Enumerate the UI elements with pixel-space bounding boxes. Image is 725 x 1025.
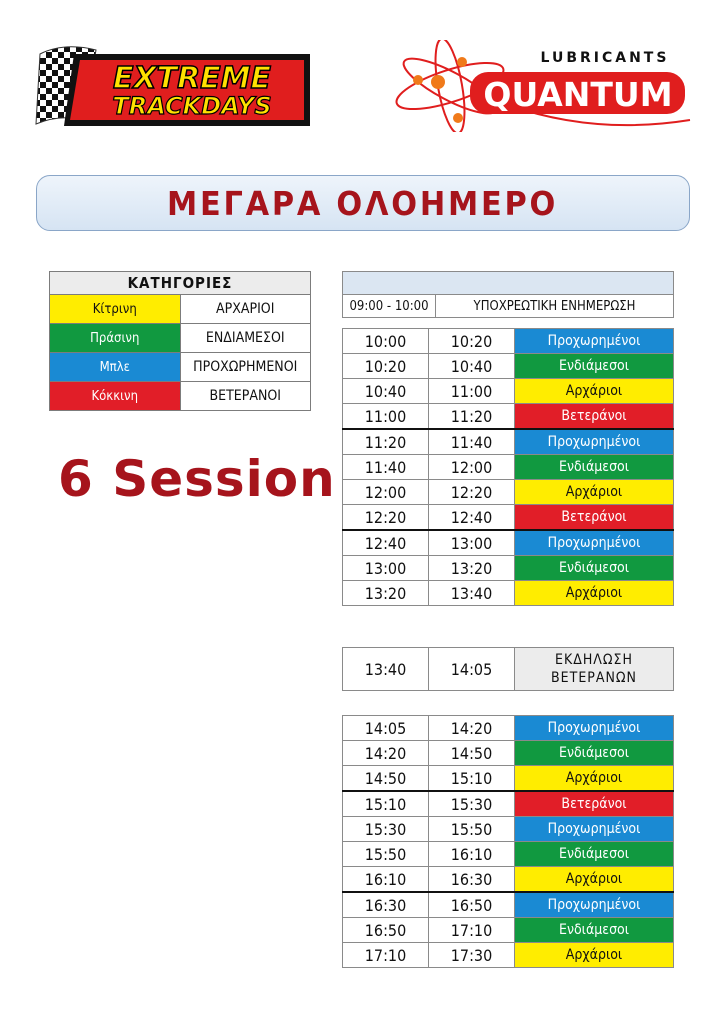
session-start-time: 15:10 (343, 791, 429, 817)
quantum-wordmark: QUANTUM (483, 75, 673, 114)
session-end-time: 15:50 (429, 817, 515, 842)
category-row (50, 353, 311, 382)
session-group: Αρχάριοι (515, 379, 674, 404)
session-start-time: 12:00 (343, 480, 429, 505)
session-group: Ενδιάμεσοι (515, 556, 674, 581)
session-group: Ενδιάμεσοι (515, 741, 674, 766)
session-group: Αρχάριοι (515, 766, 674, 792)
event-label (515, 648, 674, 691)
session-group: Βετεράνοι (515, 505, 674, 531)
veterans-event-table (342, 647, 674, 691)
schedule-row (343, 817, 674, 842)
session-group: Αρχάριοι (515, 867, 674, 893)
schedule-row (343, 791, 674, 817)
session-group: Αρχάριοι (515, 943, 674, 968)
session-group: Προχωρημένοι (515, 892, 674, 918)
session-end-time: 16:50 (429, 892, 515, 918)
session-group: Προχωρημένοι (515, 530, 674, 556)
session-start-time: 10:40 (343, 379, 429, 404)
schedule-row (343, 379, 674, 404)
event-start: 13:40 (343, 648, 429, 691)
session-end-time: 11:00 (429, 379, 515, 404)
schedule-row (343, 329, 674, 354)
schedule-row (343, 766, 674, 792)
session-end-time: 10:20 (429, 329, 515, 354)
schedule-row (343, 455, 674, 480)
sessions-count: 6 Session (58, 450, 336, 508)
session-start-time: 14:20 (343, 741, 429, 766)
session-group: Ενδιάμεσοι (515, 842, 674, 867)
session-start-time: 16:10 (343, 867, 429, 893)
trackdays-wordmark: TRACKDAYS (112, 92, 272, 120)
briefing-time: 09:00 - 10:00 (343, 295, 436, 318)
session-end-time: 11:40 (429, 429, 515, 455)
session-start-time: 11:40 (343, 455, 429, 480)
quantum-lubricants-logo (390, 40, 695, 132)
schedule-row (343, 842, 674, 867)
session-end-time: 13:00 (429, 530, 515, 556)
session-start-time: 10:00 (343, 329, 429, 354)
category-color-name: Κόκκινη (50, 382, 181, 411)
schedule-row (343, 581, 674, 606)
category-level: ΑΡΧΑΡΙΟΙ (180, 295, 311, 324)
category-level: ΕΝΔΙΑΜΕΣΟΙ (180, 324, 311, 353)
session-group: Αρχάριοι (515, 581, 674, 606)
category-level: ΠΡΟΧΩΡΗΜΕΝΟΙ (180, 353, 311, 382)
session-end-time: 11:20 (429, 404, 515, 430)
schedule-row (343, 943, 674, 968)
session-group: Προχωρημένοι (515, 716, 674, 741)
schedule-row (343, 480, 674, 505)
schedule-row (343, 354, 674, 379)
session-start-time: 12:20 (343, 505, 429, 531)
session-group: Προχωρημένοι (515, 329, 674, 354)
session-start-time: 10:20 (343, 354, 429, 379)
event-end: 14:05 (429, 648, 515, 691)
session-start-time: 15:30 (343, 817, 429, 842)
schedule-row (343, 429, 674, 455)
briefing-table (342, 271, 674, 318)
categories-legend (49, 271, 311, 411)
category-color-name: Μπλε (50, 353, 181, 382)
session-end-time: 10:40 (429, 354, 515, 379)
session-start-time: 15:50 (343, 842, 429, 867)
session-group: Αρχάριοι (515, 480, 674, 505)
session-end-time: 17:10 (429, 918, 515, 943)
event-label-line1: ΕΚΔΗΛΩΣΗ (555, 652, 633, 668)
session-group: Βετεράνοι (515, 404, 674, 430)
session-group: Βετεράνοι (515, 791, 674, 817)
schedule-row (343, 716, 674, 741)
session-group: Προχωρημένοι (515, 817, 674, 842)
session-end-time: 14:50 (429, 741, 515, 766)
session-group: Προχωρημένοι (515, 429, 674, 455)
schedule-row (343, 404, 674, 430)
schedule-row (343, 892, 674, 918)
session-end-time: 16:30 (429, 867, 515, 893)
category-color-name: Κίτρινη (50, 295, 181, 324)
session-end-time: 13:40 (429, 581, 515, 606)
briefing-label: ΥΠΟΧΡΕΩΤΙΚΗ ΕΝΗΜΕΡΩΣΗ (436, 295, 674, 318)
schedule-row (343, 530, 674, 556)
schedule-row (343, 867, 674, 893)
session-end-time: 12:20 (429, 480, 515, 505)
session-end-time: 16:10 (429, 842, 515, 867)
session-end-time: 15:10 (429, 766, 515, 792)
categories-header: ΚΑΤΗΓΟΡΙΕΣ (50, 272, 311, 295)
session-end-time: 13:20 (429, 556, 515, 581)
session-start-time: 16:50 (343, 918, 429, 943)
session-start-time: 14:50 (343, 766, 429, 792)
briefing-header-strip (343, 272, 674, 295)
schedule-row (343, 556, 674, 581)
category-row (50, 382, 311, 411)
session-start-time: 11:20 (343, 429, 429, 455)
session-end-time: 12:00 (429, 455, 515, 480)
title-banner (36, 175, 690, 231)
lubricants-tag: LUBRICANTS (540, 50, 670, 66)
session-end-time: 14:20 (429, 716, 515, 741)
category-row (50, 324, 311, 353)
session-start-time: 16:30 (343, 892, 429, 918)
session-group: Ενδιάμεσοι (515, 455, 674, 480)
extreme-wordmark: EXTREME (112, 61, 272, 96)
event-label-line2: ΒΕΤΕΡΑΝΩΝ (551, 670, 637, 686)
extreme-trackdays-logo (34, 40, 314, 132)
session-start-time: 13:20 (343, 581, 429, 606)
session-start-time: 17:10 (343, 943, 429, 968)
category-level: ΒΕΤΕΡΑΝΟΙ (180, 382, 311, 411)
schedule-afternoon (342, 715, 674, 968)
schedule-row (343, 505, 674, 531)
session-start-time: 14:05 (343, 716, 429, 741)
schedule-row (343, 918, 674, 943)
category-color-name: Πράσινη (50, 324, 181, 353)
session-start-time: 12:40 (343, 530, 429, 556)
session-end-time: 15:30 (429, 791, 515, 817)
session-group: Ενδιάμεσοι (515, 918, 674, 943)
session-group: Ενδιάμεσοι (515, 354, 674, 379)
category-row (50, 295, 311, 324)
page-title: ΜΕΓΑΡΑ ΟΛΟΗΜΕΡΟ (167, 183, 559, 223)
schedule-row (343, 741, 674, 766)
session-start-time: 13:00 (343, 556, 429, 581)
session-end-time: 17:30 (429, 943, 515, 968)
schedule-morning (342, 328, 674, 606)
session-end-time: 12:40 (429, 505, 515, 531)
session-start-time: 11:00 (343, 404, 429, 430)
